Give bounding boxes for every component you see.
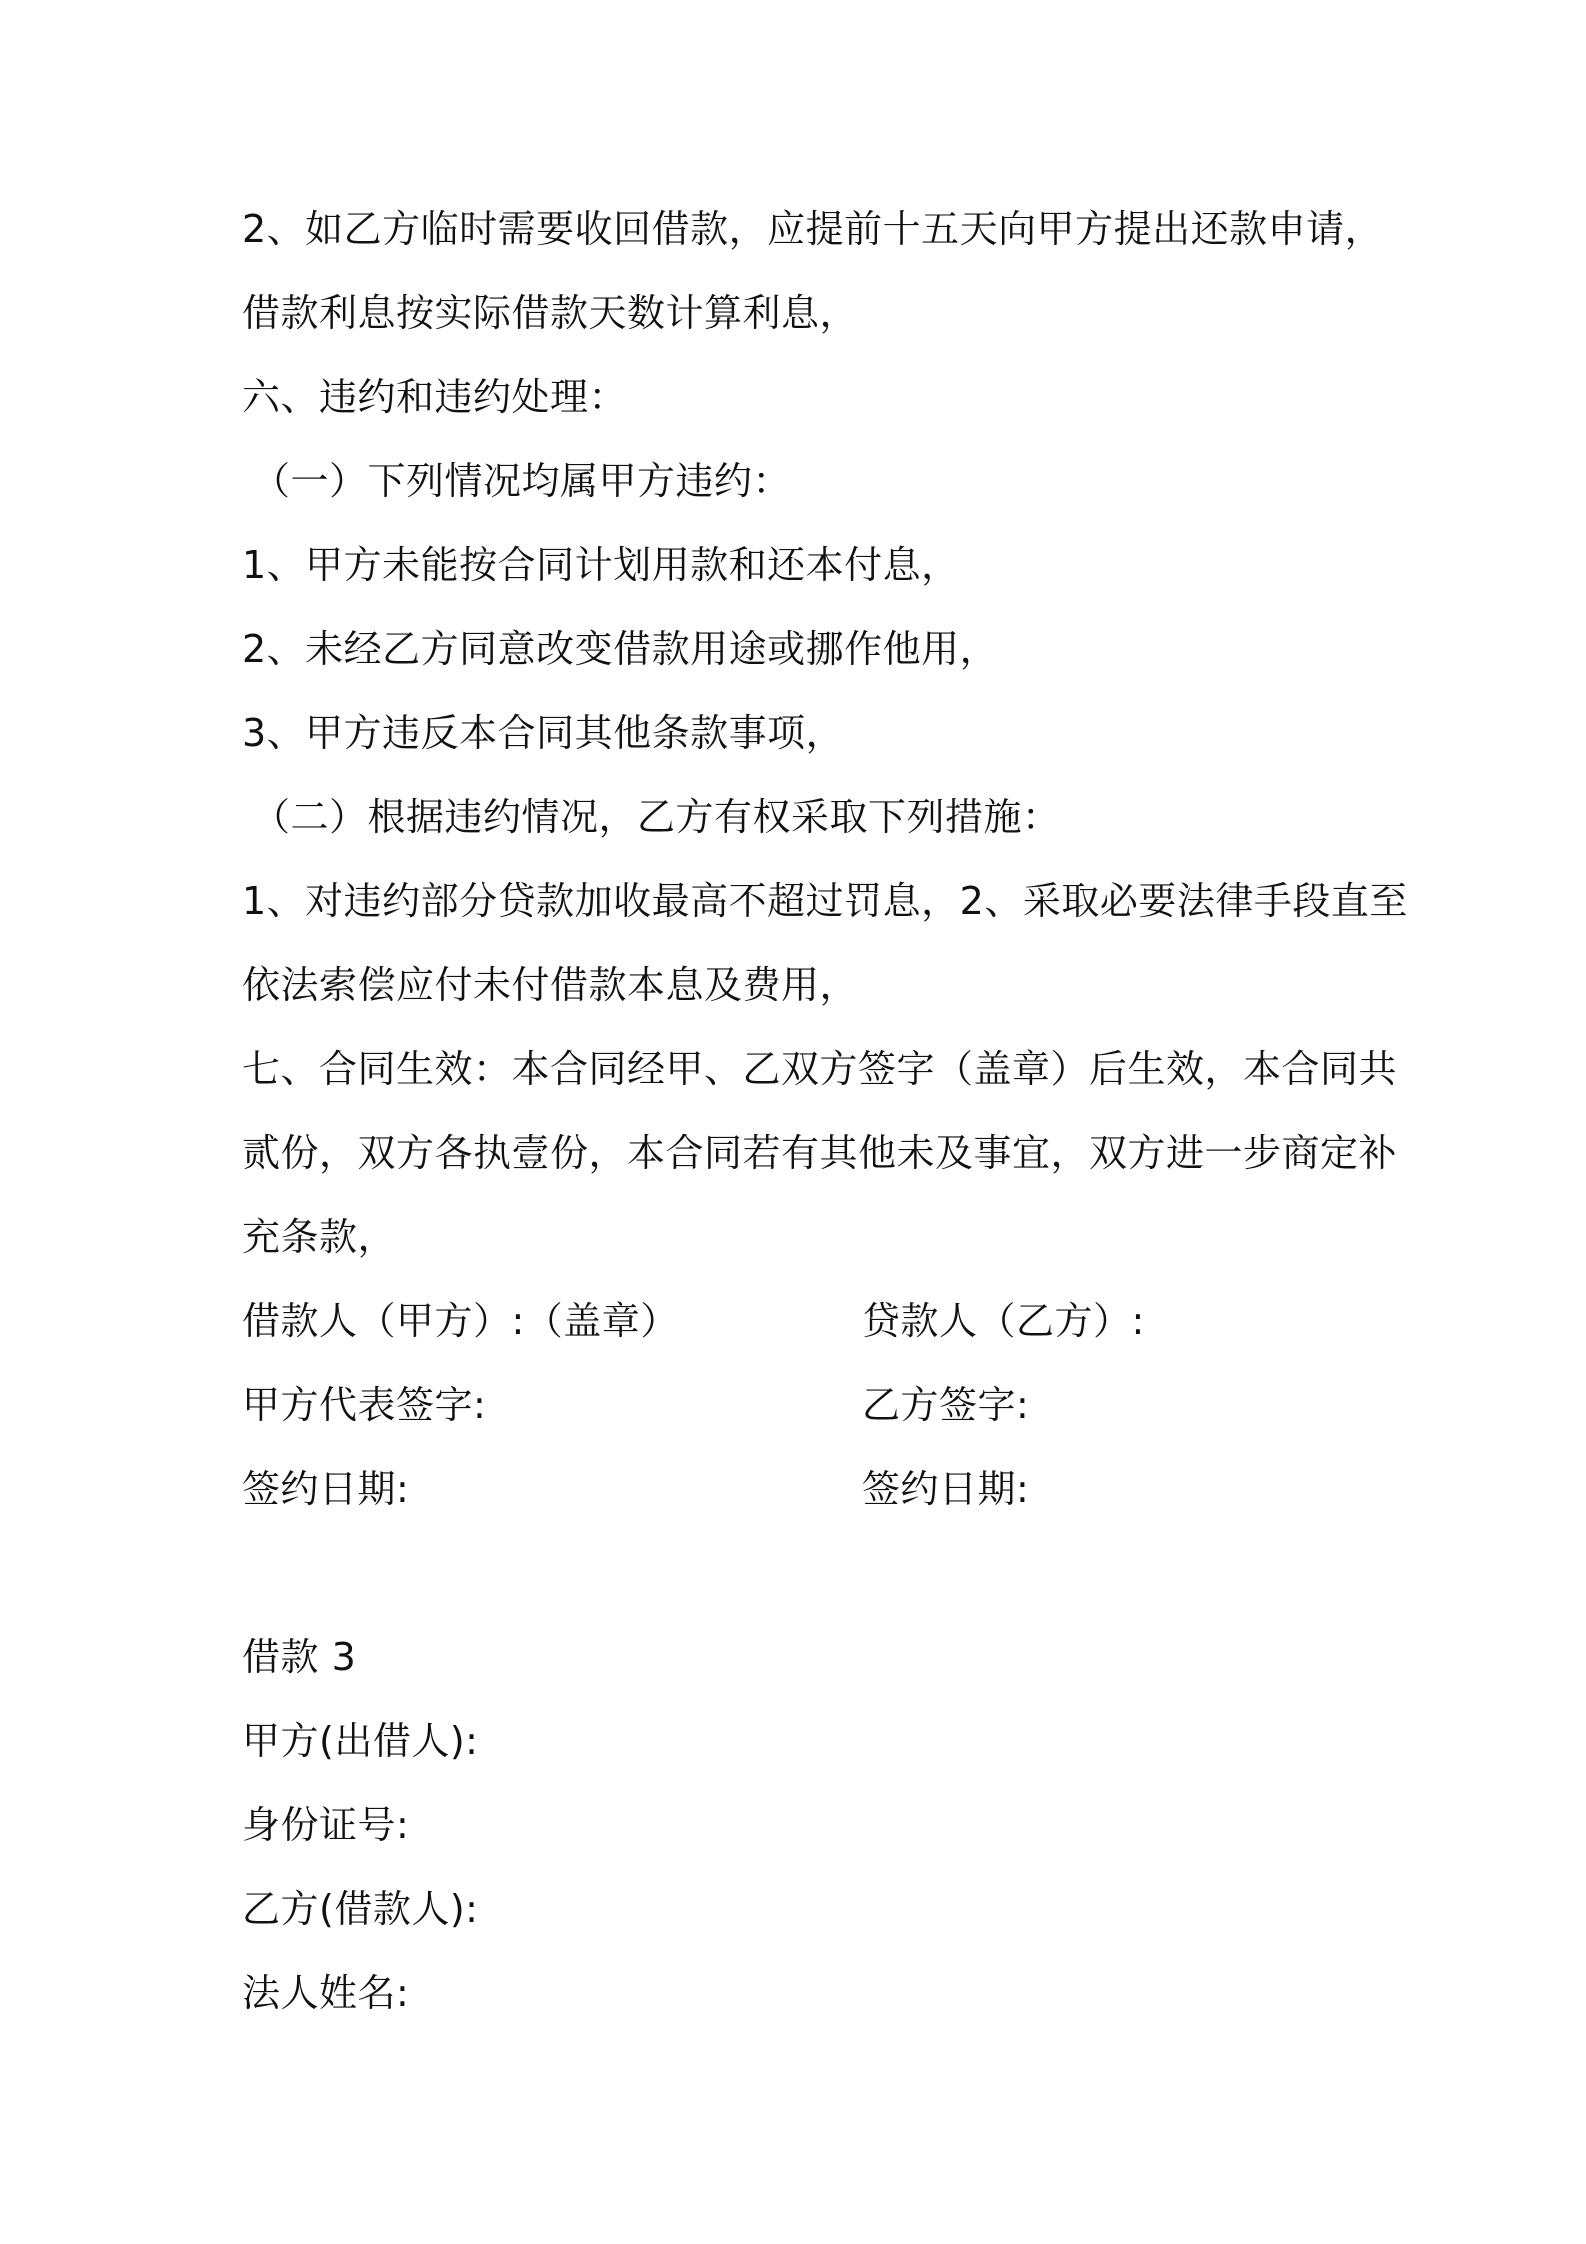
subsection-heading-1: （一）下列情况均属甲方违约： bbox=[252, 459, 792, 503]
section3-title: 借款 3 bbox=[242, 1635, 357, 1679]
legal-name-label: 法人姓名: bbox=[242, 1971, 410, 2015]
borrower-label: 借款人（甲方）:（盖章） bbox=[242, 1299, 679, 1343]
sign-date-right: 签约日期: bbox=[862, 1467, 1030, 1511]
section-heading-breach: 六、违约和违约处理： bbox=[242, 375, 628, 419]
id-number-label: 身份证号: bbox=[242, 1803, 410, 1847]
section-heading-effective: 七、合同生效：本合同经甲、乙双方签字（盖章）后生效，本合同共 bbox=[242, 1047, 1398, 1091]
party-b-borrower-label: 乙方(借款人): bbox=[242, 1887, 479, 1931]
sign-date-left: 签约日期: bbox=[242, 1467, 410, 1511]
text-line-2: 借款利息按实际借款天数计算利息， bbox=[242, 291, 859, 335]
lender-label: 贷款人（乙方）: bbox=[862, 1299, 1145, 1343]
text-line-10: 依法索偿应付未付借款本息及费用， bbox=[242, 963, 859, 1007]
text-line-13: 充条款， bbox=[242, 1215, 397, 1259]
party-b-sign-label: 乙方签字: bbox=[862, 1383, 1030, 1427]
party-a-sign-label: 甲方代表签字: bbox=[242, 1383, 487, 1427]
text-line-5: 1、甲方未能按合同计划用款和还本付息， bbox=[242, 543, 960, 587]
text-line-7: 3、甲方违反本合同其他条款事项， bbox=[242, 711, 845, 755]
text-line-12: 贰份，双方各执壹份，本合同若有其他未及事宜，双方进一步商定补 bbox=[242, 1131, 1398, 1175]
party-a-lender-label: 甲方(出借人): bbox=[242, 1719, 479, 1763]
subsection-heading-2: （二）根据违约情况，乙方有权采取下列措施： bbox=[252, 795, 1061, 839]
text-line-6: 2、未经乙方同意改变借款用途或挪作他用， bbox=[242, 627, 999, 671]
text-line-9: 1、对违约部分贷款加收最高不超过罚息，2、采取必要法律手段直至 bbox=[242, 879, 1408, 923]
text-line-1: 2、如乙方临时需要收回借款，应提前十五天向甲方提出还款申请， bbox=[242, 207, 1384, 251]
